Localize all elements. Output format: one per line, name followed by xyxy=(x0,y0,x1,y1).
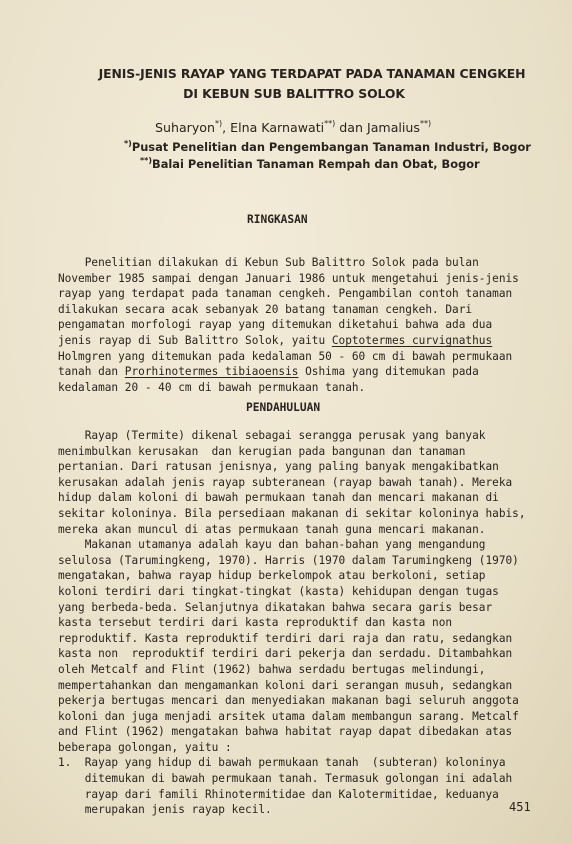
abstract-heading: RINGKASAN xyxy=(247,213,308,226)
affiliation-text: Pusat Penelitian dan Pengembangan Tanaman Industri, Bogor xyxy=(131,140,531,154)
author-mark: *) xyxy=(215,119,223,128)
affiliation-mark: **) xyxy=(140,156,153,165)
abstract-body xyxy=(58,255,538,395)
text-line: kerusakan adalah jenis rayap subteranean (rayap bawah tanah). Mereka xyxy=(58,475,513,489)
text-line: selulosa (Tarumingkeng, 1970). Harris (1970 dalam Tarumingkeng (1970) xyxy=(58,553,519,567)
text-line: pertanian. Dari ratusan jenisnya, yang paling banyak mengakibatkan xyxy=(58,460,499,474)
text-line: ditemukan di bawah permukaan tanah. Termasuk golongan ini adalah xyxy=(58,772,513,786)
text-segment: tanah dan xyxy=(58,365,125,379)
list-item: 1. Rayap yang hidup di bawah permukaan tanah (subteran) koloninya xyxy=(58,756,506,770)
text-line: koloni terdiri dari tingkat-tingkat (kasta) kehidupan dengan tugas xyxy=(58,584,499,598)
text-line xyxy=(58,364,538,380)
text-line: Holmgren yang ditemukan pada kedalaman 50 - 60 cm di bawah permukaan xyxy=(58,349,513,363)
author-name: Suharyon xyxy=(155,120,215,135)
title-line-1: JENIS-JENIS RAYAP YANG TERDAPAT PADA TANAMAN CENGKEH xyxy=(98,66,526,81)
text-line: pengamatan morfologi rayap yang ditemukan diketahui bahwa ada dua xyxy=(58,318,493,332)
text-line: mengatakan, bahwa rayap hidup berkelompok atau berkoloni, setiap xyxy=(58,569,486,583)
text-line: sekitar koloninya. Bila persediaan makanan di sekitar koloninya habis, xyxy=(58,506,526,520)
text-line: Penelitian dilakukan di Kebun Sub Balittro Solok pada bulan xyxy=(58,256,479,269)
text-line: and Flint (1962) mengatakan bahwa habitat rayap dapat dibedakan atas xyxy=(58,725,513,739)
text-line: reproduktif. Kasta reproduktif terdiri dari raja dan ratu, sedangkan xyxy=(58,631,513,645)
text-segment: jenis rayap di Sub Balittro Solok, yaitu xyxy=(58,333,332,347)
text-line: rayap dari famili Rhinotermitidae dan Kalotermitidae, keduanya xyxy=(58,787,499,801)
author-separator: , xyxy=(222,120,231,135)
text-segment: Oshima yang ditemukan pada xyxy=(298,365,479,379)
author-separator: dan xyxy=(335,120,367,135)
section-heading: PENDAHULUAN xyxy=(246,401,321,414)
text-line: Rayap (Termite) dikenal sebagai serangga perusak yang banyak xyxy=(58,429,486,442)
affiliation-2 xyxy=(140,156,480,171)
introduction-body xyxy=(58,428,538,818)
text-line: menimbulkan kerusakan dan kerugian pada bangunan dan tanaman xyxy=(58,444,466,458)
text-line: merupakan jenis rayap kecil. xyxy=(58,803,272,817)
text-line: koloni dan juga menjadi arsitek utama dalam membangun sarang. Metcalf xyxy=(58,709,519,723)
text-line: November 1985 sampai dengan Januari 1986 untuk mengetahui jenis-jenis xyxy=(58,271,519,285)
text-line: mereka akan muncul di atas permukaan tanah guna mencari makanan. xyxy=(58,522,486,536)
author-line xyxy=(155,119,572,135)
affiliation-text: Balai Penelitian Tanaman Rempah dan Obat, Bogor xyxy=(152,157,480,171)
affiliation-1 xyxy=(124,139,531,154)
text-line: hidup dalam koloni di bawah permukaan tanah dan mencari makanan di xyxy=(58,491,499,505)
author-mark: **) xyxy=(324,119,336,128)
text-line: dilakukan secara acak sebanyak 20 batang tanaman cengkeh. Dari xyxy=(58,302,473,316)
text-line: yang berbeda-beda. Selanjutnya dikatakan bahwa secara garis besar xyxy=(58,600,493,614)
species-name: Prorhinotermes tibiaoensis xyxy=(124,365,299,379)
text-line: Makanan utamanya adalah kayu dan bahan-bahan yang mengandung xyxy=(58,538,486,552)
text-line: rayap yang terdapat pada tanaman cengkeh. Pengambilan contoh tanaman xyxy=(58,287,513,301)
author-mark: **) xyxy=(419,119,432,128)
species-name: Coptotermes curvignathus xyxy=(331,333,493,347)
text-line: mempertahankan dan mengamankan koloni dari serangan musuh, sedangkan xyxy=(58,678,513,692)
page-number: 451 xyxy=(509,800,531,814)
text-line: kasta tersebut terdiri dari kasta reproduktif dan kasta non xyxy=(58,616,453,630)
text-line: oleh Metcalf and Flint (1962) bahwa serdadu bertugas melindungi, xyxy=(58,662,486,676)
text-line: beberapa golongan, yaitu : xyxy=(58,740,232,754)
author-name: Jamalius xyxy=(367,120,420,135)
title-line-2: DI KEBUN SUB BALITTRO SOLOK xyxy=(183,86,405,101)
author-name: Elna Karnawati xyxy=(230,120,325,135)
text-line: kedalaman 20 - 40 cm di bawah permukaan tanah. xyxy=(58,380,366,394)
text-line xyxy=(58,333,538,349)
text-line: kasta non reproduktif terdiri dari pekerja dan serdadu. Ditambahkan xyxy=(58,647,513,661)
affiliation-mark: *) xyxy=(124,139,132,148)
text-line: pekerja bertugas mencari dan menyediakan makanan bagi seluruh anggota xyxy=(58,694,519,708)
